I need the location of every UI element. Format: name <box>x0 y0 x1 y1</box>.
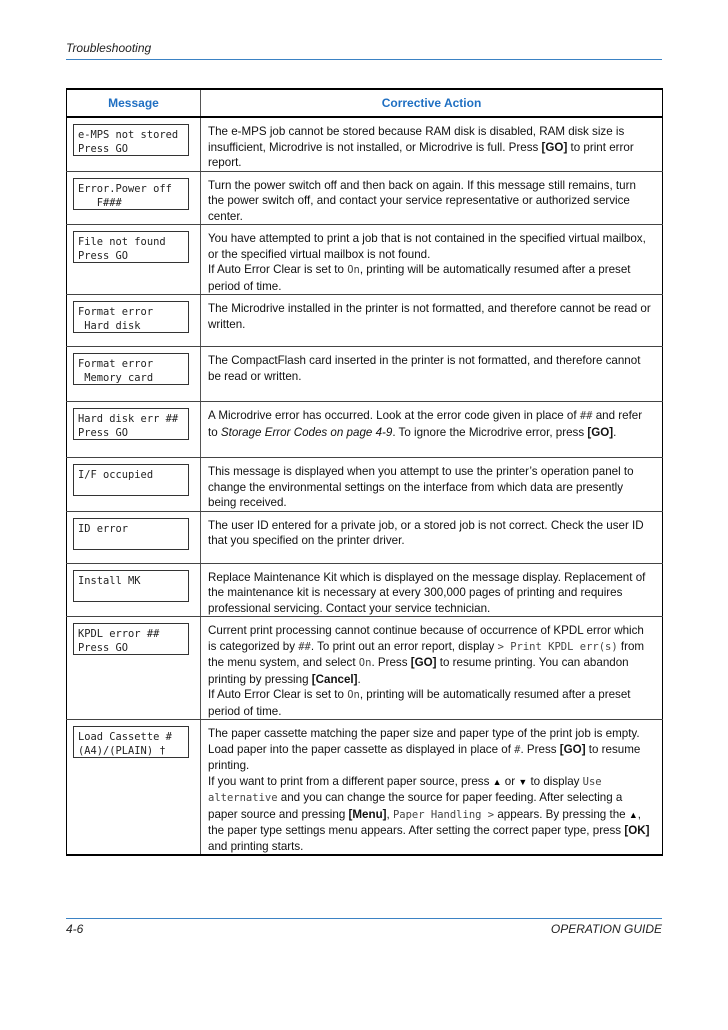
table-row <box>67 563 663 617</box>
message-cell <box>67 117 201 171</box>
footer-rule <box>66 918 662 919</box>
corrective-action-cell <box>201 295 663 347</box>
display-text: Use alternative <box>208 775 602 804</box>
lcd-message-display: Install MK <box>73 570 189 602</box>
corrective-action-cell <box>201 511 663 563</box>
lcd-message-display: File not found Press GO <box>73 231 189 263</box>
page-number: 4-6 <box>66 922 84 936</box>
corrective-action-cell <box>201 225 663 295</box>
guide-title: OPERATION GUIDE <box>550 922 662 936</box>
lcd-message-display: Format error Memory card <box>73 353 189 385</box>
column-header-corrective-action: Corrective Action <box>201 89 663 117</box>
table-row <box>67 295 663 347</box>
action-text: The e-MPS job cannot be stored because RAM disk is disabled, RAM disk size is insufficient, Microdrive is not installed, or Microdrive is full. Press <box>208 125 625 154</box>
message-cell <box>67 295 201 347</box>
corrective-action-cell <box>201 563 663 617</box>
corrective-action-cell <box>201 402 663 458</box>
action-text: to print error report. <box>208 140 634 169</box>
table-row <box>67 720 663 856</box>
action-text: The Microdrive installed in the printer is not formatted, and therefore cannot be read or written. <box>208 302 651 331</box>
action-text: . To print out an error report, display <box>310 639 498 653</box>
action-text: The user ID entered for a private job, or a stored job is not correct. Check the user ID that you specified on the printer driver. <box>208 518 644 547</box>
lcd-message-display: Load Cassette # (A4)/(PLAIN) † <box>73 726 189 758</box>
corrective-action-cell <box>201 617 663 720</box>
lcd-message-display: I/F occupied <box>73 464 189 496</box>
display-text: > Print KPDL err(s) <box>497 640 618 653</box>
action-text: A Microdrive error has occurred. Look at the error code given in place of <box>208 409 580 422</box>
action-text: The CompactFlash card inserted in the printer is not formatted, and therefore cannot be read or written. <box>208 354 641 383</box>
action-text: to resume printing. <box>208 742 641 772</box>
lcd-message-display: Error.Power off F### <box>73 178 189 210</box>
lcd-message-display: KPDL error ## Press GO <box>73 623 189 655</box>
display-text: On <box>347 689 360 701</box>
lcd-message-display: Format error Hard disk <box>73 301 189 333</box>
action-text: Replace Maintenance Kit which is displayed on the message display. Replacement of the maintenance kit is necessary at every 300,000 pages of printing and requires professional servicing. Contact your service technician. <box>208 570 646 615</box>
display-text: ## <box>579 410 593 422</box>
action-text: If you want to print from a different paper source, press <box>208 774 493 788</box>
table-row <box>67 511 663 563</box>
table-row <box>67 617 663 720</box>
action-text: . Press <box>520 742 560 756</box>
action-text: and refer to <box>208 409 643 439</box>
action-text: Current print processing cannot continue because of occurrence of KPDL error which is categorized by <box>208 624 644 653</box>
running-header: Troubleshooting <box>66 41 152 55</box>
display-text: # <box>514 743 521 756</box>
message-cell <box>67 225 201 295</box>
key-name: [Cancel] <box>311 672 358 686</box>
message-cell <box>67 458 201 512</box>
table-row <box>67 171 663 225</box>
action-text: or <box>501 774 519 788</box>
key-name: [Menu] <box>348 807 387 821</box>
action-text: . To ignore the Microdrive error, press <box>392 425 588 439</box>
action-text: The paper cassette matching the paper size and paper type of the print job is empty. Load paper into the paper cassette as displayed in place of <box>208 727 640 756</box>
action-text: . Press <box>371 656 411 669</box>
action-text: If Auto Error Clear is set to <box>208 263 348 276</box>
key-name: [GO] <box>559 742 586 756</box>
action-text: If Auto Error Clear is set to <box>208 688 348 701</box>
corrective-action-cell <box>201 347 663 402</box>
table-header-row <box>67 89 663 117</box>
key-name: [OK] <box>624 824 650 837</box>
header-rule <box>66 59 662 60</box>
key-name: [GO] <box>587 425 614 439</box>
cross-reference: Storage Error Codes on page 4-9 <box>220 425 393 439</box>
table-row <box>67 458 663 512</box>
display-text: On <box>358 657 372 669</box>
message-cell <box>67 511 201 563</box>
action-text: from the menu system, and select <box>208 639 645 669</box>
display-text: ## <box>298 640 311 653</box>
corrective-action-cell <box>201 720 663 856</box>
message-cell <box>67 617 201 720</box>
message-cell <box>67 402 201 458</box>
message-cell <box>67 347 201 402</box>
table-row <box>67 225 663 295</box>
lcd-message-display: ID error <box>73 518 189 550</box>
error-message-table <box>66 88 663 856</box>
corrective-action-cell <box>201 458 663 512</box>
action-text: to display <box>527 774 583 788</box>
arrow-key-icon: ▲ <box>628 809 638 820</box>
table-row <box>67 117 663 171</box>
arrow-key-icon: ▼ <box>518 776 528 787</box>
action-text: , <box>386 807 393 821</box>
lcd-message-display: e-MPS not stored Press GO <box>73 124 189 156</box>
action-text: and you can change the source for paper feeding. After selecting a paper source and pressing <box>208 791 623 821</box>
corrective-action-cell <box>201 117 663 171</box>
action-text: . <box>357 672 361 686</box>
action-text: This message is displayed when you attempt to use the printer’s operation panel to change the environmental settings on the interface from which data are presently being received. <box>208 465 634 509</box>
message-cell <box>67 720 201 856</box>
action-text: , the paper type settings menu appears. After setting the correct paper type, press <box>208 807 641 837</box>
message-cell <box>67 171 201 225</box>
action-text: and printing starts. <box>208 839 304 853</box>
display-text: Paper Handling > <box>392 808 495 821</box>
arrow-key-icon: ▲ <box>492 776 502 787</box>
action-text: Turn the power switch off and then back on again. If this message still remains, turn the power switch off, and contact your service representative or authorized service center. <box>208 178 636 223</box>
corrective-action-cell <box>201 171 663 225</box>
action-text: appears. By pressing the <box>494 807 629 821</box>
message-cell <box>67 563 201 617</box>
display-text: On <box>347 264 360 276</box>
table-row <box>67 402 663 458</box>
key-name: [GO] <box>541 140 568 154</box>
key-name: [GO] <box>410 656 437 669</box>
lcd-message-display: Hard disk err ## Press GO <box>73 408 189 440</box>
table-row <box>67 347 663 402</box>
action-text: , printing will be automatically resumed after a preset period of time. <box>208 688 631 718</box>
action-text: You have attempted to print a job that is not contained in the specified virtual mailbox, or the specified virtual mailbox is not found. <box>208 232 646 261</box>
column-header-message: Message <box>67 89 201 117</box>
action-text: . <box>613 425 617 439</box>
action-text: to resume printing. You can abandon printing by pressing <box>208 656 629 686</box>
action-text: , printing will be automatically resumed after a preset period of time. <box>208 263 631 293</box>
table-body <box>67 117 663 855</box>
